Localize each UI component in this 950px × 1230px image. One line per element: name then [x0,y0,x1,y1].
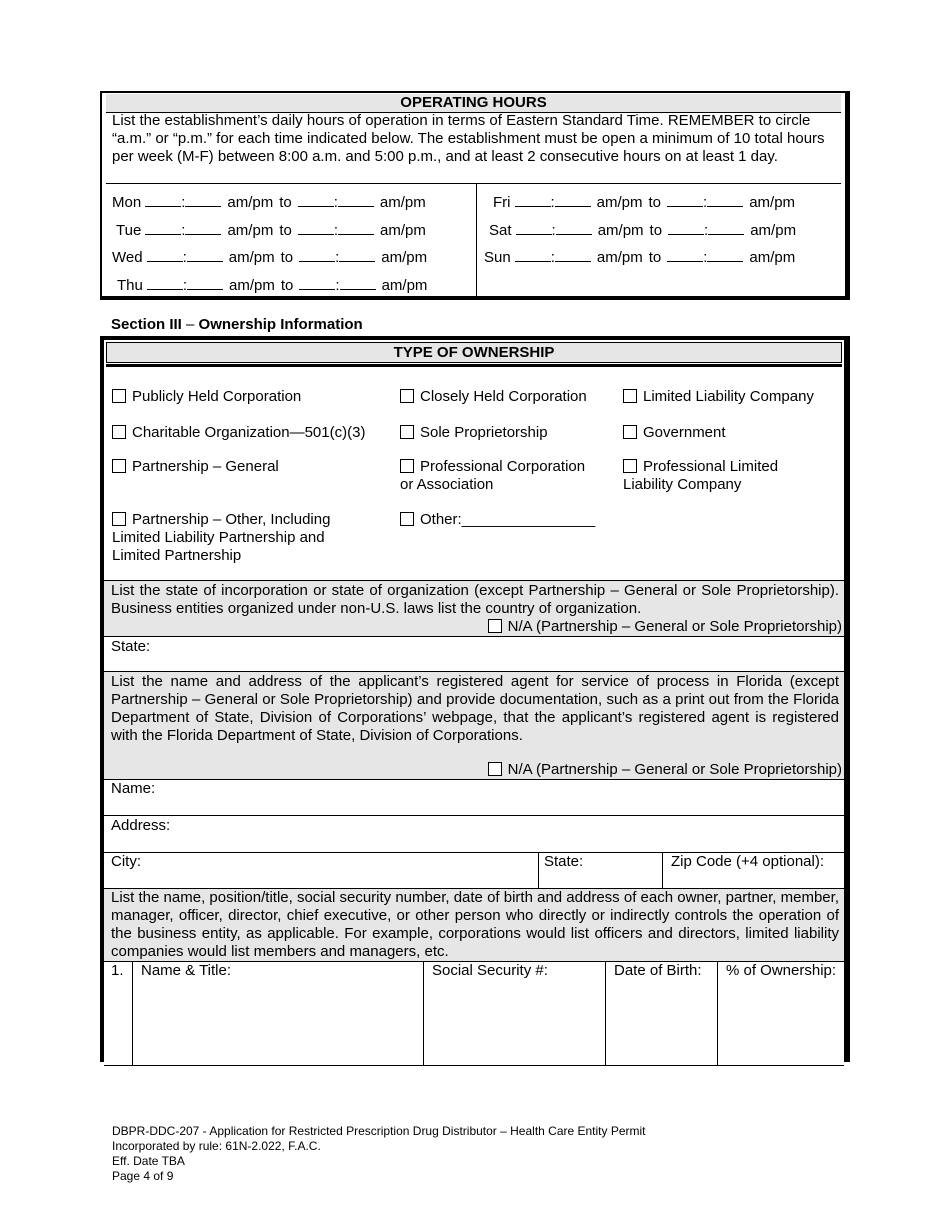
hours-row [112,220,426,240]
ampm-label: am/pm [381,277,428,294]
option-other[interactable]: Other:________________ [400,511,595,529]
close-hour-blank[interactable] [668,220,704,235]
close-minute-blank[interactable] [338,192,374,207]
open-minute-blank[interactable] [185,220,221,235]
colon: : [551,222,556,239]
hours-row [112,247,427,267]
hours-row [484,247,795,267]
checkbox[interactable] [400,459,414,473]
close-hour-blank[interactable] [298,220,334,235]
open-hour-blank[interactable] [516,220,552,235]
close-minute-blank[interactable] [339,247,375,262]
checkbox[interactable] [112,512,126,526]
to-label: to [280,277,294,294]
hours-row [112,275,427,295]
ownership-title: TYPE OF OWNERSHIP [106,342,842,363]
colon: : [181,194,186,211]
option-llc[interactable]: Limited Liability Company [623,388,814,406]
name-title-field[interactable]: Name & Title: [141,962,232,979]
divider [717,961,718,1066]
hours-row [112,192,426,212]
option-charitable[interactable]: Charitable Organization—501(c)(3) [112,424,365,442]
option-sole-proprietorship[interactable]: Sole Proprietorship [400,424,548,442]
dob-field[interactable]: Date of Birth: [614,962,702,979]
section-heading: Section III – Ownership Information [111,316,363,333]
colon: : [333,194,338,211]
to-label: to [649,222,663,239]
agent-instructions: List the name and address of the applicant’s registered agent for service of process in Florida (except Partnership – General or Sole Proprietorship) and provide documentation, such as a print out from the Florida Department of State, Division of Corporations’ webpage, that the applicant’s registered agent is registered with the Florida Department of State, Division of Corporations. [111,673,839,744]
checkbox[interactable] [488,762,502,776]
close-minute-blank[interactable] [338,220,374,235]
divider [106,364,842,367]
footer-page: Page 4 of 9 [112,1169,174,1183]
divider [605,961,606,1066]
ampm-label: am/pm [597,222,644,239]
state-instructions: List the state of incorporation or state of organization (except Partnership – General or Sole Proprietorship). Business entities organized under non-U.S. laws list the country of organization. [111,582,839,617]
open-hour-blank[interactable] [145,192,181,207]
close-hour-blank[interactable] [299,247,335,262]
divider [662,852,663,888]
option-closely-held[interactable]: Closely Held Corporation [400,388,587,406]
close-minute-blank[interactable] [340,275,376,290]
colon: : [333,222,338,239]
divider [476,183,477,296]
colon: : [550,249,555,266]
na-state[interactable]: N/A (Partnership – General or Sole Proprietorship) [488,618,842,636]
open-minute-blank[interactable] [555,192,591,207]
operating-hours-title: OPERATING HOURS [106,94,841,113]
divider [104,815,844,816]
to-label: to [648,194,662,211]
ampm-label: am/pm [749,194,796,211]
checkbox[interactable] [112,425,126,439]
close-minute-blank[interactable] [708,220,744,235]
checkbox[interactable] [112,389,126,403]
agent-address-field[interactable]: Address: [111,817,171,834]
option-partnership-other[interactable]: Partnership – Other, Including Limited Liability Partnership and Limited Partnership [112,511,331,564]
option-professional-llc[interactable]: Professional Limited Liability Company [623,458,779,493]
divider [538,852,539,888]
open-minute-blank[interactable] [187,247,223,262]
open-hour-blank[interactable] [147,275,183,290]
day-label: Thu [117,277,143,294]
na-agent[interactable]: N/A (Partnership – General or Sole Proprietorship) [488,761,842,779]
hours-row [484,220,796,240]
close-minute-blank[interactable] [707,247,743,262]
ampm-label: am/pm [229,277,275,294]
open-minute-blank[interactable] [555,247,591,262]
open-hour-blank[interactable] [515,192,551,207]
to-label: to [280,249,294,266]
ampm-label: am/pm [596,194,643,211]
checkbox[interactable] [400,425,414,439]
close-hour-blank[interactable] [667,192,703,207]
divider [104,1065,844,1066]
hours-row [484,192,795,212]
open-hour-blank[interactable] [515,247,551,262]
agent-state-field[interactable]: State: [544,853,584,870]
ssn-field[interactable]: Social Security #: [432,962,548,979]
colon: : [335,277,340,294]
checkbox[interactable] [623,425,637,439]
operating-hours-instructions: List the establishment’s daily hours of operation in terms of Eastern Standard Time. REMEMBER to circle “a.m.” or “p.m.” for each time indicated below. The establishment must be open a minimum of 10 total hours per week (M-F) between 8:00 a.m. and 5:00 p.m., and at least 2 consecutive hours on at least 1 day. [112,112,825,165]
ampm-label: am/pm [228,249,275,266]
ampm-label: am/pm [381,249,428,266]
close-minute-blank[interactable] [707,192,743,207]
divider [132,961,133,1066]
colon: : [550,194,555,211]
open-hour-blank[interactable] [145,220,181,235]
option-publicly-held[interactable]: Publicly Held Corporation [112,388,301,406]
footer [112,1124,646,1184]
day-label: Sun [484,249,511,266]
ampm-label: am/pm [380,222,426,239]
close-hour-blank[interactable] [299,275,335,290]
day-label: Tue [116,222,142,239]
colon: : [704,222,709,239]
footer-rule: Incorporated by rule: 61N-2.022, F.A.C. [112,1139,321,1153]
to-label: to [279,194,292,211]
ampm-label: am/pm [750,222,797,239]
ampm-label: am/pm [227,194,274,211]
state-field[interactable]: State: [111,638,151,655]
ampm-label: am/pm [749,249,796,266]
colon: : [181,222,186,239]
open-minute-blank[interactable] [556,220,592,235]
divider [104,636,844,637]
colon: : [335,249,340,266]
ampm-label: am/pm [596,249,643,266]
checkbox[interactable] [400,389,414,403]
footer-date: Eff. Date TBA [112,1154,185,1168]
zip-field[interactable]: Zip Code (+4 optional): [671,853,825,870]
checkbox[interactable] [400,512,414,526]
open-minute-blank[interactable] [187,275,223,290]
to-label: to [648,249,662,266]
option-partnership-general[interactable]: Partnership – General [112,458,279,476]
ownership-box [100,336,850,1062]
agent-name-field[interactable]: Name: [111,780,156,797]
checkbox[interactable] [112,459,126,473]
owners-instructions: List the name, position/title, social security number, date of birth and address of each owner, partner, member, manager, officer, director, chief executive, or other person who directly or indirectly controls the operation of the business entity, as applicable. For example, corporations would list officers and directors, limited liability companies would list members and managers, etc. [111,889,839,960]
to-label: to [279,222,292,239]
colon: : [703,249,708,266]
close-hour-blank[interactable] [667,247,703,262]
day-label: Mon [112,194,142,211]
ampm-label: am/pm [227,222,274,239]
colon: : [182,277,188,294]
close-hour-blank[interactable] [298,192,334,207]
ownership-percent-field[interactable]: % of Ownership: [726,962,837,979]
open-hour-blank[interactable] [147,247,183,262]
divider [423,961,424,1066]
colon: : [182,249,187,266]
city-field[interactable]: City: [111,853,141,870]
footer-form-id: DBPR-DDC-207 - Application for Restricted Prescription Drug Distributor – Health Care Entity Permit [112,1124,646,1138]
ampm-label: am/pm [379,194,426,211]
checkbox[interactable] [623,389,637,403]
colon: : [703,194,708,211]
day-label: Wed [112,249,143,266]
day-label: Sat [489,222,512,239]
checkbox[interactable] [623,459,637,473]
row-number: 1. [111,962,124,979]
option-government[interactable]: Government [623,424,726,442]
day-label: Fri [493,194,511,211]
option-professional-corporation[interactable]: Professional Corporation or Association [400,458,586,493]
open-minute-blank[interactable] [185,192,221,207]
divider [106,183,841,184]
checkbox[interactable] [488,619,502,633]
divider [104,779,844,780]
